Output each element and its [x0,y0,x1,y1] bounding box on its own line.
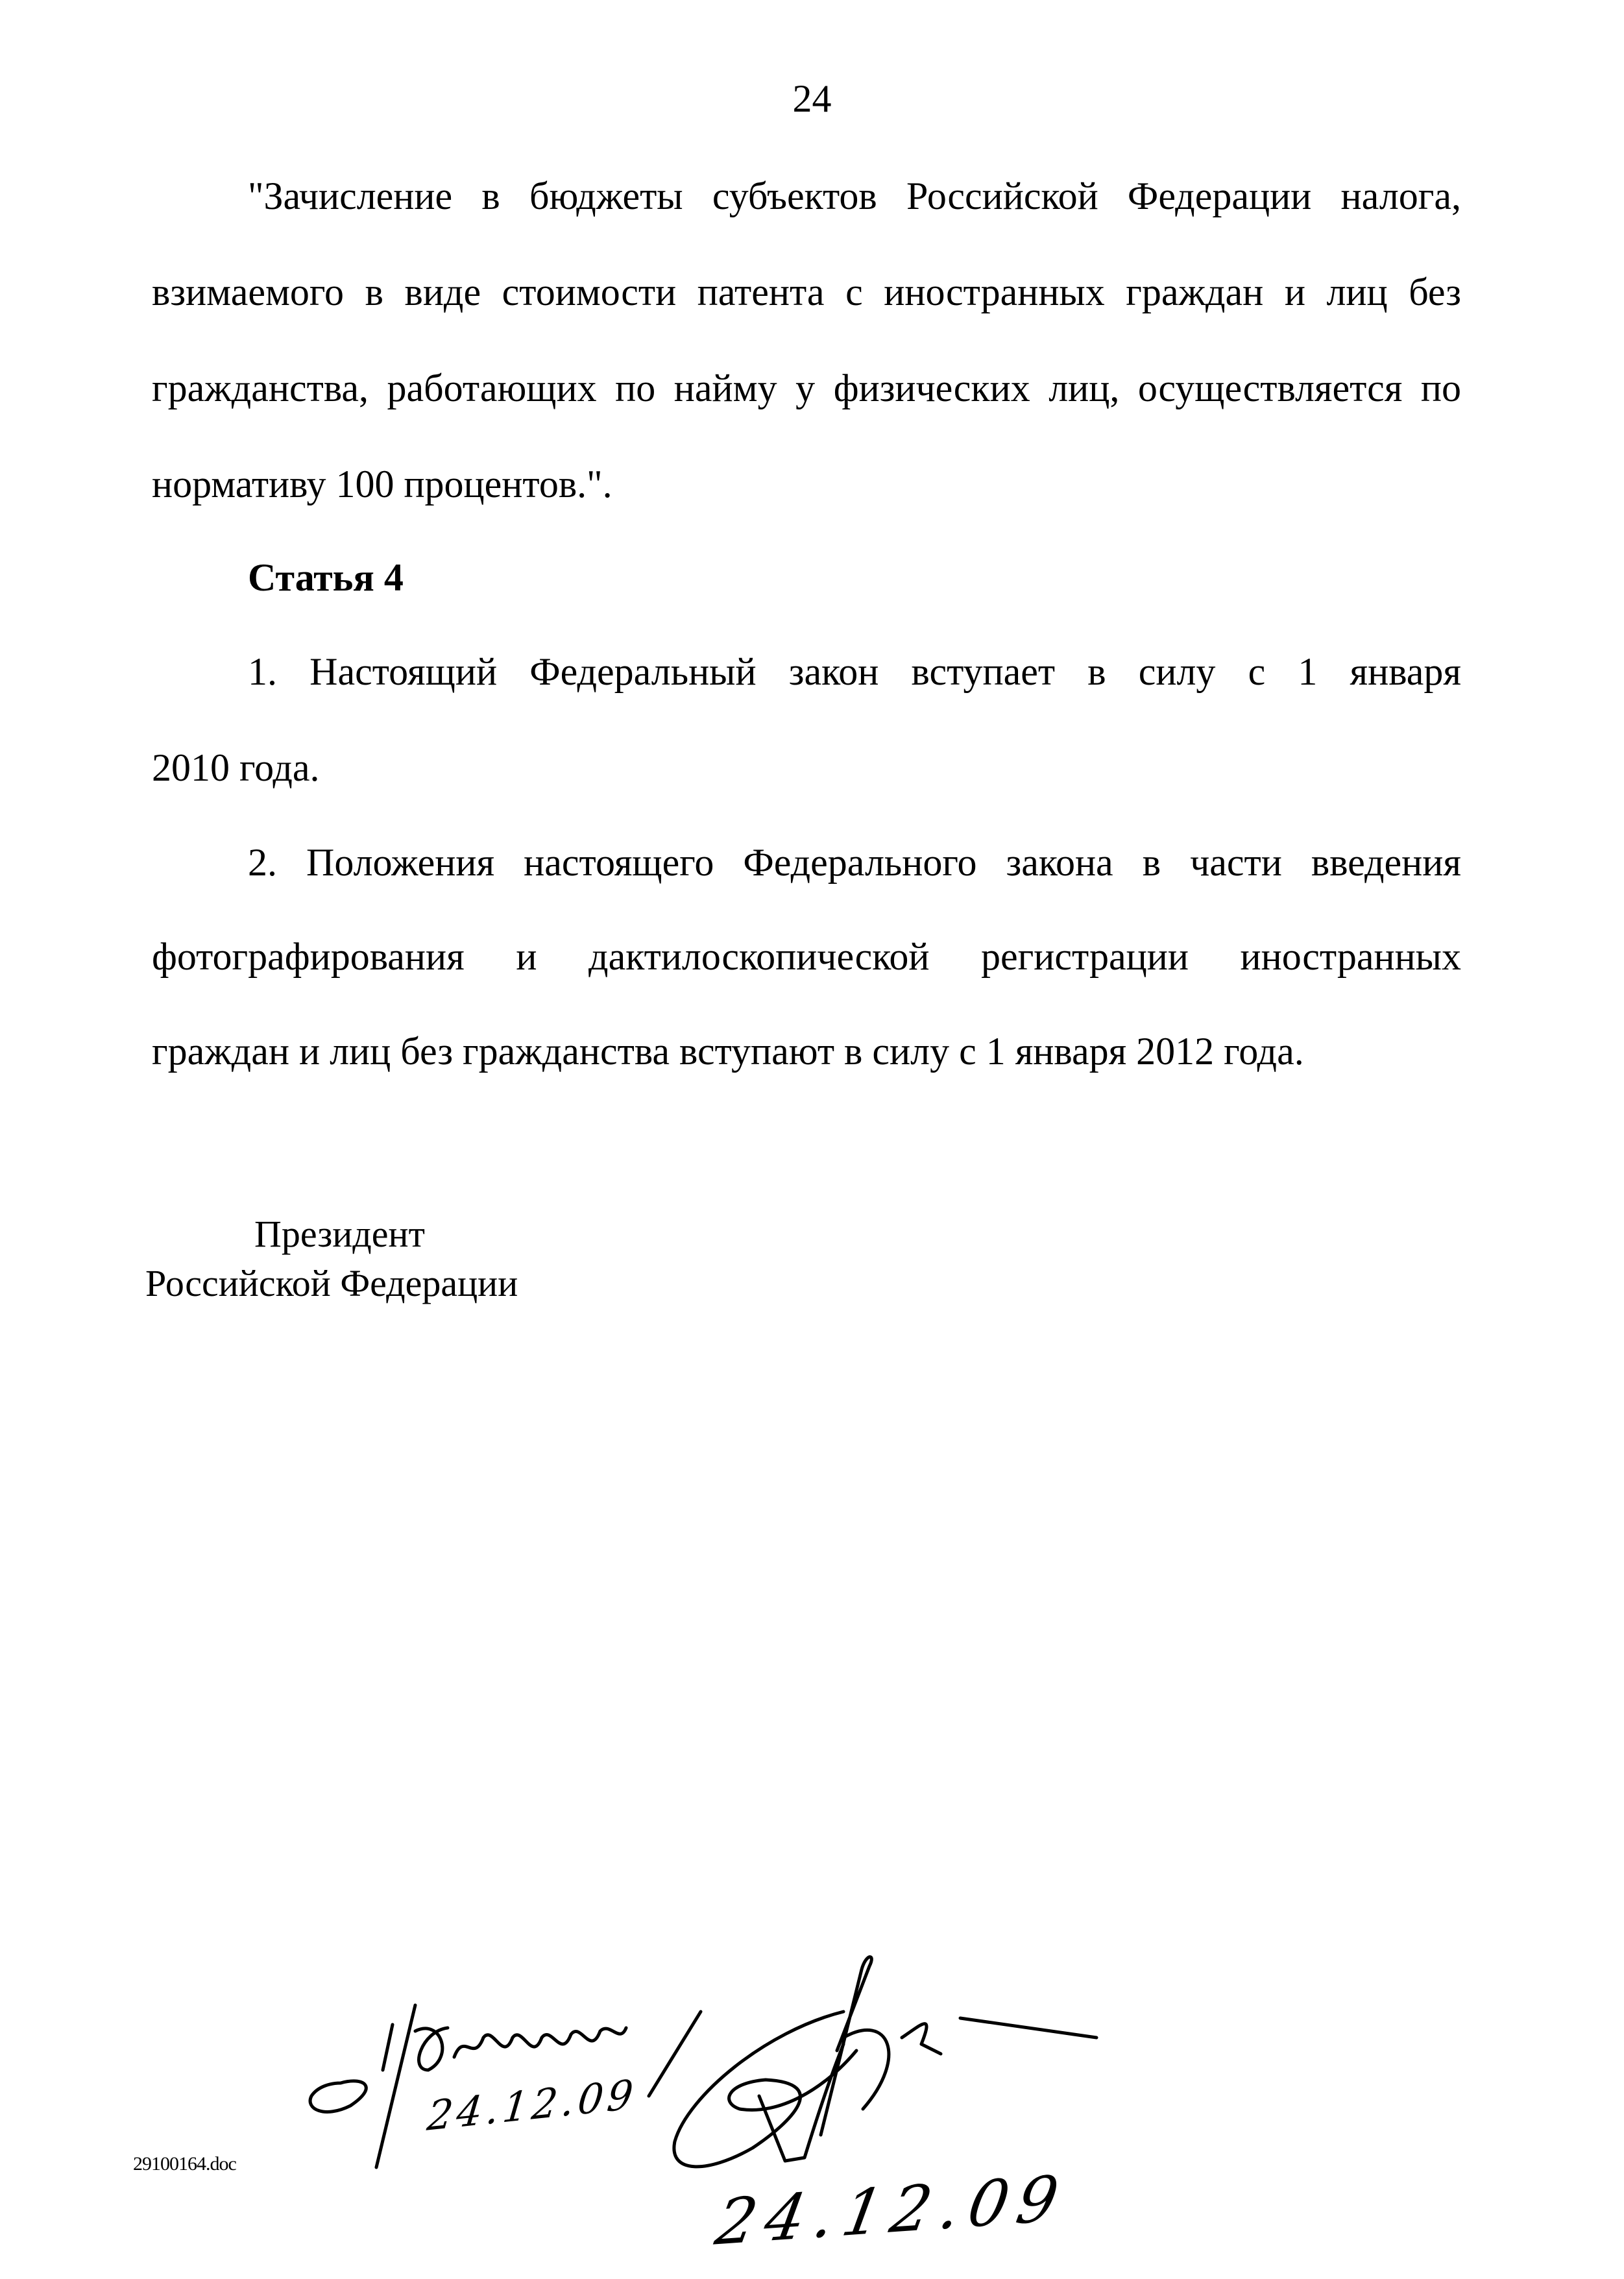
signatory-title: Российской Федерации [145,1262,518,1304]
initials-mark [310,2081,366,2112]
handwritten-date-1: 24.12.09 [425,2069,640,2140]
paragraph-line: 2010 года. [152,746,320,789]
paragraph-line: взимаемого в виде стоимости патента с иностранных граждан и лиц без [152,271,1461,313]
presidential-signature [674,1957,1097,2167]
paragraph-line: 2. Положения настоящего Федерального закона в части введения [248,841,1461,884]
signatory-title: Президент [254,1213,425,1255]
paragraph-line: фотографирования и дактилоскопической регистрации иностранных [152,935,1461,978]
paragraph-line: "Зачисление в бюджеты субъектов Российской Федерации налога, [248,175,1461,217]
paragraph-line: граждан и лиц без гражданства вступают в силу с 1 января 2012 года. [152,1030,1304,1073]
handwritten-date-2: 24.12.09 [710,2161,1073,2260]
paragraph-line: гражданства, работающих по найму у физических лиц, осуществляется по [152,367,1461,409]
page-number: 24 [792,77,832,120]
article-heading: Статья 4 [248,556,404,599]
paragraph-line: нормативу 100 процентов.". [152,463,612,506]
paragraph-line: 1. Настоящий Федеральный закон вступает в силу с 1 января [248,650,1461,693]
footer-file-name: 29100164.doc [133,2153,236,2175]
